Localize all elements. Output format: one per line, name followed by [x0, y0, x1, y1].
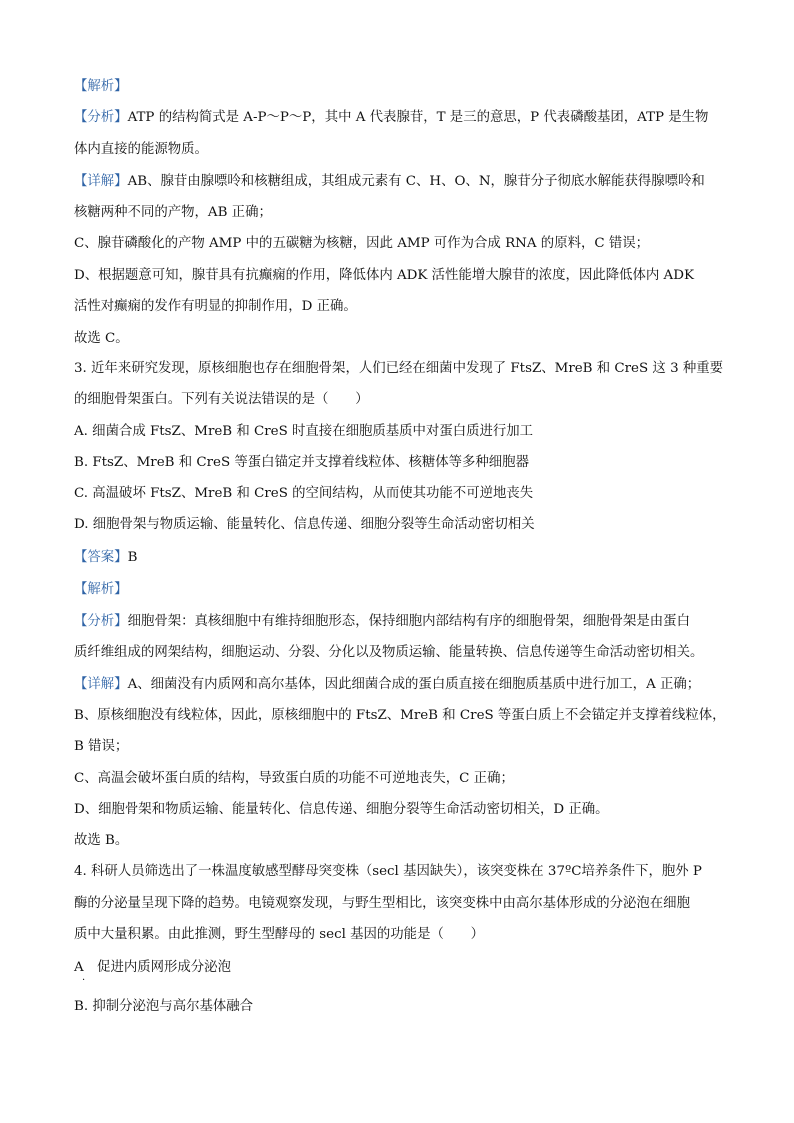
analysis-text: 体内直接的能源物质。: [74, 142, 208, 157]
detail-text: 活性对癫痫的发作有明显的抑制作用，D 正确。: [74, 299, 357, 314]
analysis-tag: 【分析】: [74, 110, 128, 125]
option-d: D. 细胞骨架与物质运输、能量转化、信息传递、细胞分裂等生命活动密切相关: [74, 517, 535, 532]
detail-tag: 【详解】: [74, 174, 128, 189]
answer-line: [74, 549, 137, 567]
analysis-tag: 【分析】: [74, 614, 128, 629]
detail-text: B 错误；: [74, 739, 129, 754]
option-b: B. FtsZ、MreB 和 CreS 等蛋白锚定并支撑着线粒体、核糖体等多种细胞器: [74, 455, 529, 470]
question-stem: 质中大量积累。由此推测，野生型酵母的 secl 基因的功能是（ ）: [74, 927, 485, 942]
answer-value: B: [127, 550, 138, 565]
detail-text: C、高温会破坏蛋白质的结构，导致蛋白质的功能不可逆地丧失，C 正确；: [74, 771, 514, 786]
detail-text: A、细菌没有内质网和高尔基体，因此细菌合成的蛋白质直接在细胞质基质中进行加工，A 正确；: [127, 677, 701, 692]
detail-tag: 【详解】: [74, 677, 128, 692]
option-b: B. 抑制分泌泡与高尔基体融合: [74, 999, 254, 1014]
analysis-paragraph: [74, 613, 690, 631]
analysis-heading: 【解析】: [74, 582, 128, 597]
detail-paragraph: [74, 676, 700, 694]
option-a: A. 细菌合成 FtsZ、MreB 和 CreS 时直接在细胞质基质中对蛋白质进行加工: [74, 424, 534, 439]
question-stem: 3. 近年来研究发现，原核细胞也存在细胞骨架，人们已经在细菌中发现了 FtsZ、MreB 和 CreS 这 3 种重要: [74, 361, 724, 376]
conclusion-text: 故选 C。: [74, 331, 129, 346]
analysis-paragraph: [74, 109, 708, 127]
option-c: C. 高温破坏 FtsZ、MreB 和 CreS 的空间结构，从而使其功能不可逆地丧失: [74, 486, 534, 501]
detail-text: AB、腺苷由腺嘌呤和核糖组成，其组成元素有 C、H、O、N，腺苷分子彻底水解能获得腺嘌呤和: [127, 174, 705, 189]
question-stem: 酶的分泌量呈现下降的趋势。电镜观察发现，与野生型相比，该突变株中由高尔基体形成的分泌泡在细胞: [74, 896, 690, 911]
analysis-text: 细胞骨架：真核细胞中有维持细胞形态，保持细胞内部结构有序的细胞骨架，细胞骨架是由蛋白: [127, 614, 690, 629]
detail-text: B、原核细胞没有线粒体，因此，原核细胞中的 FtsZ、MreB 和 CreS 等蛋白质上不会锚定并支撑着线粒体，: [74, 708, 726, 723]
analysis-text: 质纤维组成的网架结构，细胞运动、分裂、分化以及物质运输、能量转换、信息传递等生命活动密切相关。: [74, 645, 704, 660]
detail-text: D、细胞骨架和物质运输、能量转化、信息传递、细胞分裂等生命活动密切相关，D 正确。: [74, 802, 609, 817]
question-stem: 的细胞骨架蛋白。下列有关说法错误的是（ ）: [74, 392, 369, 407]
detail-paragraph: [74, 173, 705, 191]
detail-text: D、根据题意可知，腺苷具有抗癫痫的作用，降低体内 ADK 活性能增大腺苷的浓度，因此降低体内 ADK: [74, 268, 694, 283]
analysis-text: ATP 的结构简式是 A-P～P～P，其中 A 代表腺苷，T 是三的意思，P 代表磷酸基团，ATP 是生物: [127, 110, 709, 125]
analysis-heading: 【解析】: [74, 79, 128, 94]
answer-tag: 【答案】: [74, 550, 128, 565]
detail-text: C、腺苷磷酸化的产物 AMP 中的五碳糖为核糖，因此 AMP 可作为合成 RNA 的原料，C 错误；: [74, 236, 650, 251]
option-a: A 促进内质网形成分泌泡: [74, 960, 231, 975]
conclusion-text: 故选 B。: [74, 833, 129, 848]
question-stem: 4. 科研人员筛选出了一株温度敏感型酵母突变株（secl 基因缺失），该突变株在 37ºC培养条件下，胞外 P: [74, 864, 702, 879]
stray-dot: ·: [82, 975, 86, 986]
detail-text: 核糖两种不同的产物，AB 正确；: [74, 205, 272, 220]
